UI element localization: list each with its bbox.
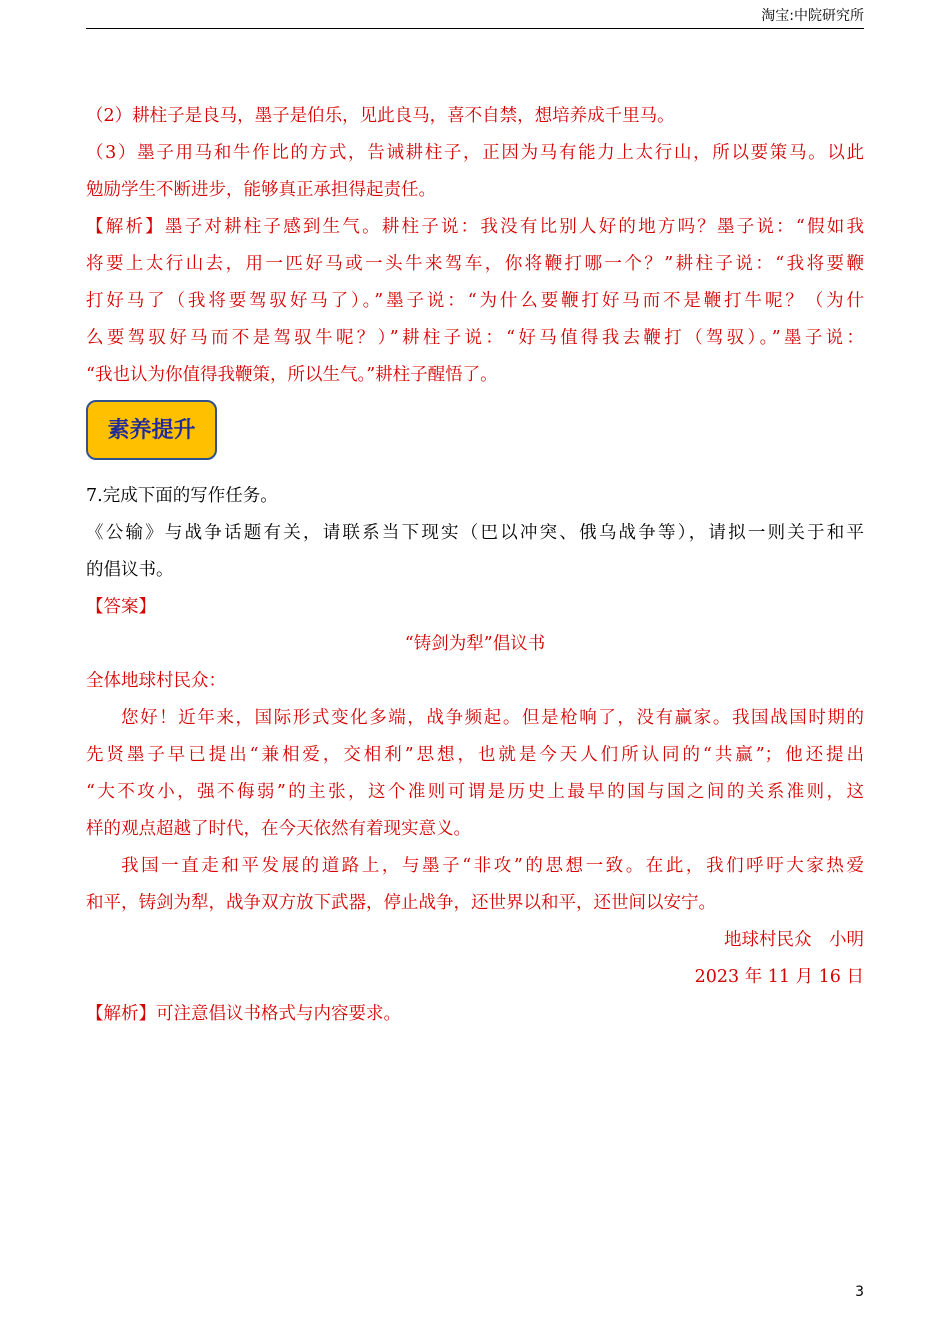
analysis-line-2: 将要上太行山去，用一匹好马或一头牛来驾车，你将鞭打哪一个？”耕柱子说：“我将要鞭	[86, 254, 864, 274]
letter-salutation: 全体地球村民众：	[86, 671, 226, 691]
page-number: 3	[855, 1284, 864, 1300]
answer-label: 【答案】	[86, 597, 156, 617]
letter-paragraph-1-line-3: “大不攻小，强不侮弱”的主张，这个准则可谓是历史上最早的国与国之间的关系准则，这	[86, 782, 864, 802]
section-badge: 素养提升	[86, 400, 217, 460]
section-badge-container	[86, 394, 864, 478]
header-source-text: 淘宝:中院研究所	[761, 8, 864, 24]
analysis-line-5: “我也认为你值得我鞭策，所以生气。”耕柱子醒悟了。	[86, 365, 498, 385]
answer-item-3-line-2: 勉励学生不断进步，能够真正承担得起责任。	[86, 180, 436, 200]
question-7-prompt-line-2: 的倡议书。	[86, 560, 174, 580]
letter-paragraph-1-line-4: 样的观点超越了时代，在今天依然有着现实意义。	[86, 819, 471, 839]
letter-paragraph-2-line-1: 我国一直走和平发展的道路上，与墨子“非攻”的思想一致。在此，我们呼吁大家热爱	[121, 856, 864, 876]
question-7-analysis: 【解析】可注意倡议书格式与内容要求。	[86, 1004, 401, 1024]
letter-signature: 地球村民众 小明	[724, 930, 864, 950]
analysis-line-1: 【解析】墨子对耕柱子感到生气。耕柱子说：我没有比别人好的地方吗？墨子说：“假如我	[86, 217, 864, 237]
document-body	[86, 98, 864, 1033]
letter-paragraph-1-line-2: 先贤墨子早已提出“兼相爱，交相利”思想，也就是今天人们所认同的“共赢”；他还提出	[86, 745, 864, 765]
letter-date: 2023 年 11 月 16 日	[694, 967, 864, 987]
analysis-line-4: 么要驾驭好马而不是驾驭牛呢？）”耕柱子说：“好马值得我去鞭打（驾驭）。”墨子说：	[86, 328, 864, 348]
question-7-prompt-line-1: 《公输》与战争话题有关，请联系当下现实（巴以冲突、俄乌战争等），请拟一则关于和平	[86, 523, 864, 543]
question-7-title: 7.完成下面的写作任务。	[86, 486, 278, 506]
answer-item-3-line-1: （3）墨子用马和牛作比的方式，告诫耕柱子，正因为马有能力上太行山，所以要策马。以此	[86, 143, 864, 163]
header-divider	[86, 28, 864, 29]
letter-paragraph-2-line-2: 和平，铸剑为犁，战争双方放下武器，停止战争，还世界以和平，还世间以安宁。	[86, 893, 716, 913]
letter-paragraph-1-line-1: 您好！近年来，国际形式变化多端，战争频起。但是枪响了，没有赢家。我国战国时期的	[121, 708, 864, 728]
letter-title: “铸剑为犁”倡议书	[404, 634, 546, 654]
analysis-line-3: 打好马了（我将要驾驭好马了）。”墨子说：“为什么要鞭打好马而不是鞭打牛呢？（为什	[86, 291, 864, 311]
answer-item-2: （2）耕柱子是良马，墨子是伯乐，见此良马，喜不自禁，想培养成千里马。	[86, 106, 675, 126]
